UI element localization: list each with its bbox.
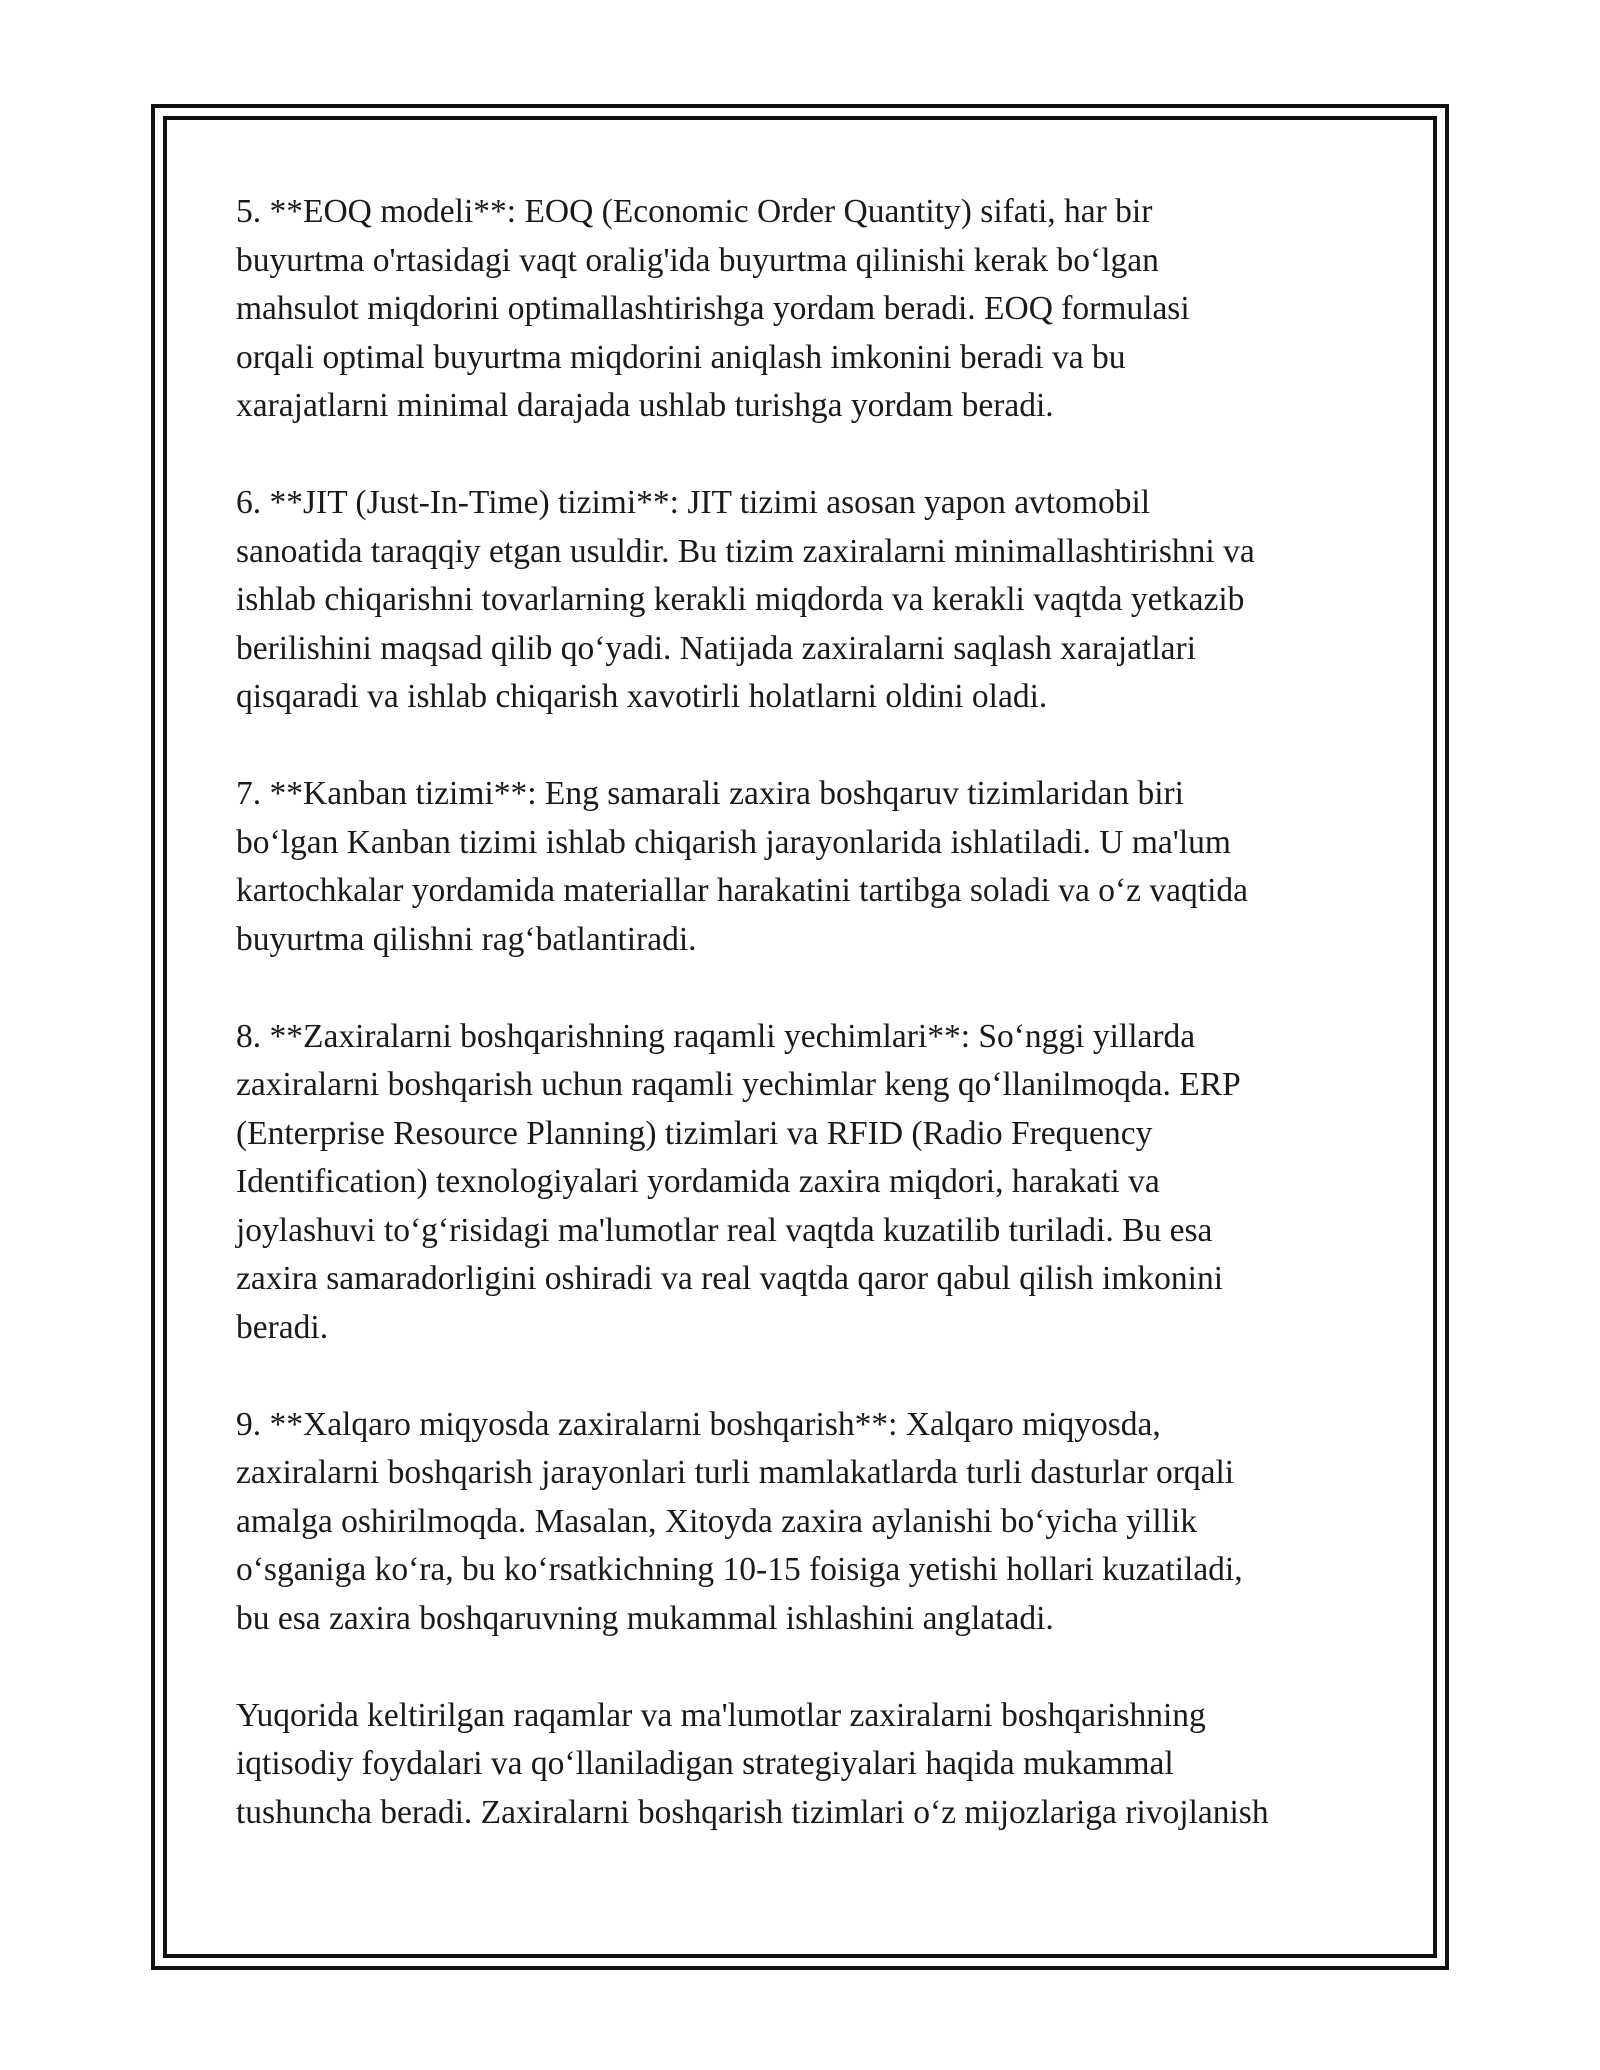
text-line: 6. **JIT (Just-In-Time) tizimi**: JIT tizimi asosan yapon avtomobil	[236, 484, 1151, 521]
text-line: buyurtma qilishni rag‘batlantiradi.	[236, 920, 697, 958]
text-line: orqali optimal buyurtma miqdorini aniqlash imkonini beradi va bu	[236, 338, 1126, 376]
text-line: tushuncha beradi. Zaxiralarni boshqarish tizimlari o‘z mijozlariga rivojlanish	[236, 1793, 1269, 1831]
text-line: Identification) texnologiyalari yordamida zaxira miqdori, harakati va	[236, 1163, 1160, 1200]
text-line: Yuqorida keltirilgan raqamlar va ma'lumotlar zaxiralarni boshqarishning	[236, 1696, 1206, 1734]
paragraph-jit-system	[236, 479, 1376, 722]
text-line: 5. **EOQ modeli**: EOQ (Economic Order Quantity) sifati, har bir	[236, 193, 1153, 230]
text-line: zaxira samaradorligini oshiradi va real vaqtda qaror qabul qilish imkonini	[236, 1260, 1224, 1297]
text-line: qisqaradi va ishlab chiqarish xavotirli holatlarni oldini oladi.	[236, 678, 1048, 715]
text-line: o‘sganiga ko‘ra, bu ko‘rsatkichning 10-15 foisiga yetishi hollari kuzatiladi,	[236, 1551, 1243, 1588]
text-line: 7. **Kanban tizimi**: Eng samarali zaxira boshqaruv tizimlaridan biri	[236, 775, 1184, 812]
text-line: zaxiralarni boshqarish jarayonlari turli mamlakatlarda turli dasturlar orqali	[236, 1454, 1235, 1491]
paragraph-international-management	[236, 1401, 1376, 1644]
paragraph-digital-solutions	[236, 1013, 1376, 1353]
text-line: mahsulot miqdorini optimallashtirishga yordam beradi. EOQ formulasi	[236, 290, 1190, 327]
text-line: bo‘lgan Kanban tizimi ishlab chiqarish jarayonlarida ishlatiladi. U ma'lum	[236, 823, 1231, 861]
text-line: ishlab chiqarishni tovarlarning kerakli miqdorda va kerakli vaqtda yetkazib	[236, 581, 1245, 618]
text-line: (Enterprise Resource Planning) tizimlari va RFID (Radio Frequency	[236, 1114, 1153, 1152]
text-line: amalga oshirilmoqda. Masalan, Xitoyda zaxira aylanishi bo‘yicha yillik	[236, 1502, 1197, 1540]
text-line: 9. **Xalqaro miqyosda zaxiralarni boshqarish**: Xalqaro miqyosda,	[236, 1405, 1161, 1443]
text-line: zaxiralarni boshqarish uchun raqamli yechimlar keng qo‘llanilmoqda. ERP	[236, 1066, 1241, 1103]
paragraph-eoq-model	[236, 188, 1376, 431]
text-line: buyurtma o'rtasidagi vaqt oralig'ida buyurtma qilinishi kerak bo‘lgan	[236, 241, 1159, 279]
paragraph-conclusion	[236, 1692, 1376, 1838]
text-line: berilishini maqsad qilib qo‘yadi. Natijada zaxiralarni saqlash xarajatlari	[236, 629, 1197, 667]
text-line: xarajatlarni minimal darajada ushlab turishga yordam beradi.	[236, 387, 1054, 424]
text-line: iqtisodiy foydalari va qo‘llaniladigan strategiyalari haqida mukammal	[236, 1745, 1174, 1782]
text-line: bu esa zaxira boshqaruvning mukammal ishlashini anglatadi.	[236, 1599, 1054, 1637]
text-line: joylashuvi to‘g‘risidagi ma'lumotlar real vaqtda kuzatilib turiladi. Bu esa	[236, 1211, 1213, 1249]
text-line: beradi.	[236, 1308, 329, 1346]
text-line: 8. **Zaxiralarni boshqarishning raqamli yechimlari**: So‘nggi yillarda	[236, 1017, 1196, 1055]
text-line: kartochkalar yordamida materiallar harakatini tartibga soladi va o‘z vaqtida	[236, 872, 1249, 909]
text-line: sanoatida taraqqiy etgan usuldir. Bu tizim zaxiralarni minimallashtirishni va	[236, 532, 1255, 570]
document-body	[236, 188, 1376, 1837]
paragraph-kanban-system	[236, 770, 1376, 964]
